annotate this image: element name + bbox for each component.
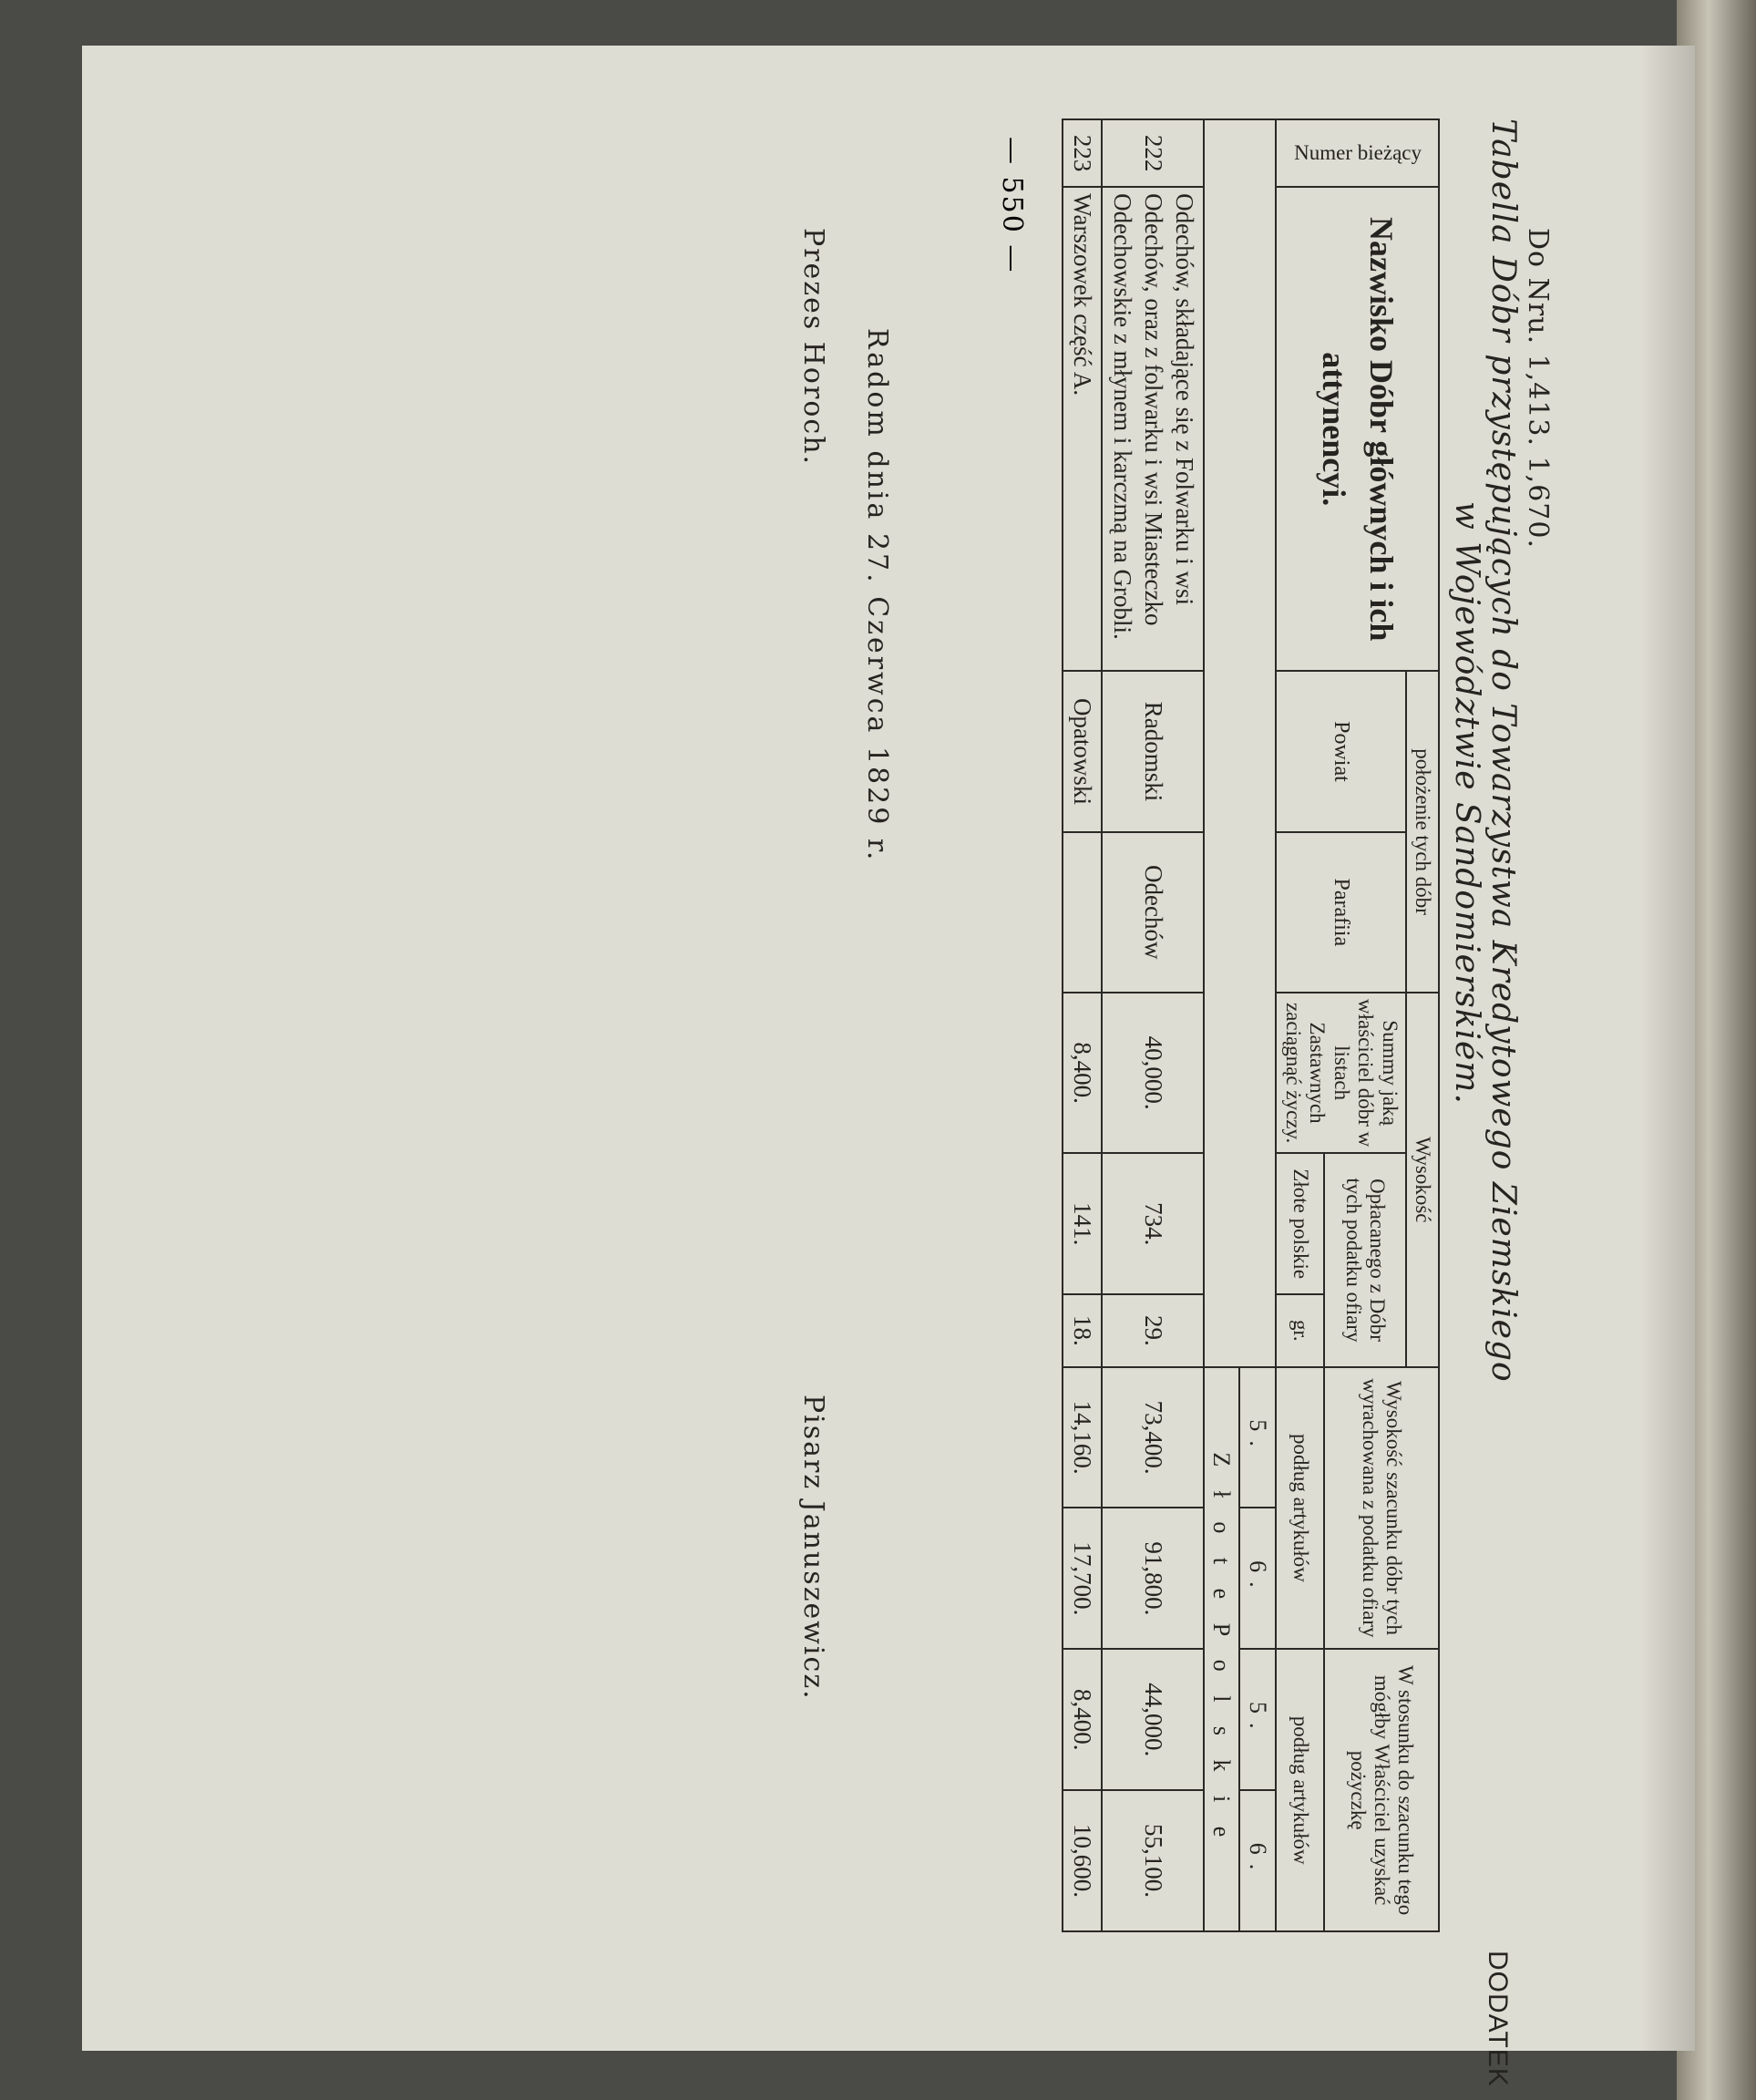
header-polozenie: położenie tych dóbr	[1406, 671, 1439, 993]
rotated-table-block	[36, 118, 1554, 2087]
header-blank	[1239, 119, 1276, 1367]
header-podlug-2: podług artykułów	[1276, 1649, 1323, 1931]
cell-poz5: 8,400.	[1063, 1649, 1103, 1790]
cell-poz5: 44,000.	[1102, 1649, 1203, 1790]
reference-number: Do Nru. 1,413. 1,670.	[1522, 228, 1554, 550]
place-date: Radom dnia 27. Czerwca 1829 r.	[861, 328, 893, 863]
header-stosunek: W stosunku do szacunku tego mógłby Właściciel uzyskać pożyczkę	[1324, 1649, 1439, 1931]
header-numer-text: Numer bieżący	[1293, 140, 1422, 164]
cell-poz6: 55,100.	[1102, 1790, 1203, 1931]
cell-parafia: Odechów	[1102, 832, 1203, 993]
cell-nazwa: Warszowek część A.	[1063, 187, 1103, 671]
dodatek-label: DODATEK	[1483, 1951, 1513, 2087]
cell-art5: 14,160.	[1063, 1367, 1103, 1508]
header-parafia: Parafiia	[1276, 832, 1405, 993]
table-title: Tabella Dóbr przystępujących do Towarzystwa Kredytowego Ziemskiego	[1484, 118, 1522, 1383]
cell-nazwa: Odechów, składające się z Folwarku i wsi Odechów, oraz z folwarku i wsi Miasteczko Odechowskie z młynem i karczmą na Grobli.	[1102, 187, 1203, 671]
table-row	[1102, 119, 1203, 1931]
header-blank-2	[1204, 119, 1240, 1367]
cell-zl: 141.	[1063, 1153, 1103, 1294]
cell-suma: 40,000.	[1102, 993, 1203, 1153]
cell-parafia	[1063, 832, 1103, 993]
table-row	[1063, 119, 1103, 1931]
header-zlote-spaced: Z ł o t e P o l s k i e	[1204, 1367, 1240, 1931]
table-subtitle: w Województwie Sandomierskiém.	[1448, 501, 1485, 1105]
header-nazwisko: Nazwisko Dóbr głównych i ich attynencyi.	[1276, 187, 1439, 671]
cell-art6: 91,800.	[1102, 1508, 1203, 1649]
cell-suma: 8,400.	[1063, 993, 1103, 1153]
header-gr: gr.	[1276, 1294, 1323, 1367]
estates-table	[1062, 118, 1440, 1932]
header-sumy: Summy jaką właściciel dóbr w listach Zastawnych zaciągnąć życzy.	[1276, 993, 1405, 1153]
header-art5b: 5.	[1239, 1649, 1276, 1790]
header-art6a: 6.	[1239, 1508, 1276, 1649]
cell-art5: 73,400.	[1102, 1367, 1203, 1508]
header-art5a: 5.	[1239, 1367, 1276, 1508]
cell-art6: 17,700.	[1063, 1508, 1103, 1649]
header-podlug-1: podług artykułów	[1276, 1367, 1323, 1650]
signature-prezes: Prezes Horoch.	[797, 228, 829, 467]
header-numer	[1276, 119, 1439, 187]
cell-gr: 29.	[1102, 1294, 1203, 1367]
header-oplacanego: Opłacanego z Dóbr tych podatku ofiary	[1324, 1153, 1406, 1366]
cell-poz6: 10,600.	[1063, 1790, 1103, 1931]
cell-powiat: Radomski	[1102, 671, 1203, 831]
signature-pisarz: Pisarz Januszewicz.	[797, 1395, 829, 1701]
header-szacunek: Wysokość szacunku dóbr tych wyrachowana z podatku ofiary	[1324, 1367, 1439, 1650]
header-zlote-polskie: Złote polskie	[1276, 1153, 1323, 1294]
cell-num: 222	[1102, 119, 1203, 187]
header-art6b: 6.	[1239, 1790, 1276, 1931]
page-number: — 550 —	[996, 137, 1028, 274]
cell-zl: 734.	[1102, 1153, 1203, 1294]
header-powiat: Powiat	[1276, 671, 1405, 831]
cell-powiat: Opatowski	[1063, 671, 1103, 831]
cell-gr: 18.	[1063, 1294, 1103, 1367]
cell-num: 223	[1063, 119, 1103, 187]
header-wysokosc: Wysokość	[1406, 993, 1439, 1367]
